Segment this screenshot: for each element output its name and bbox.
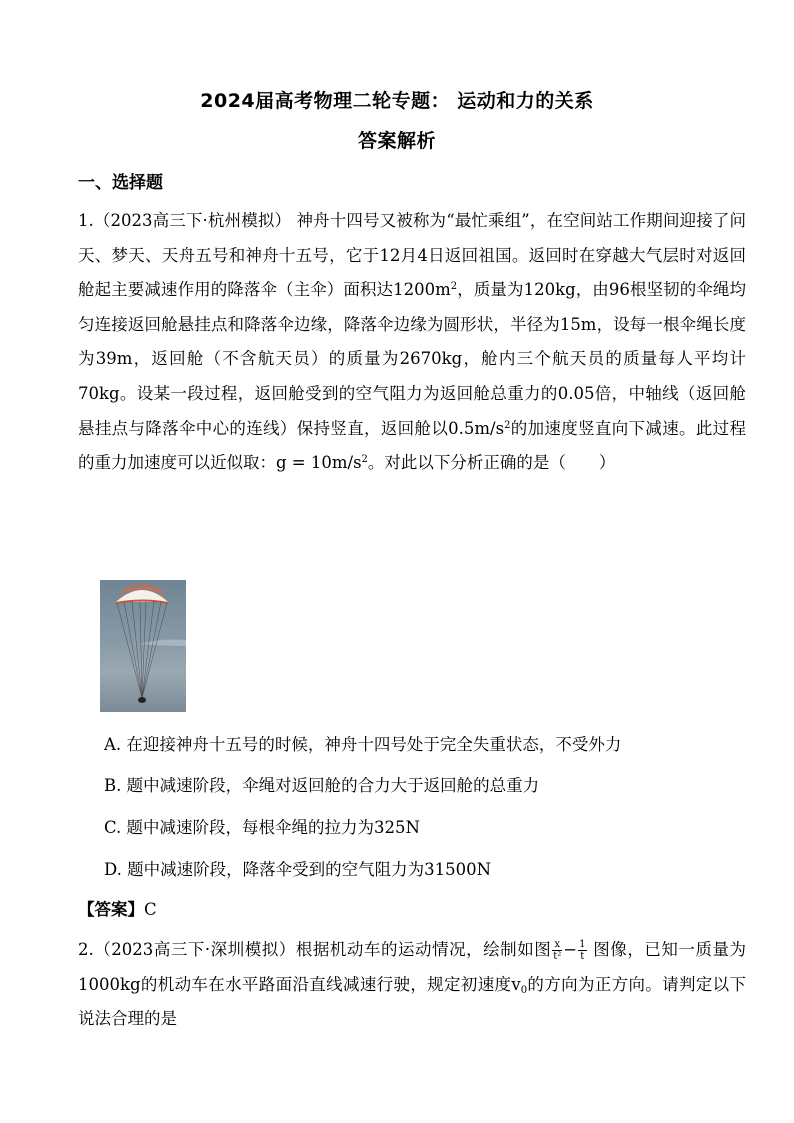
q2-dash: −: [563, 940, 578, 959]
answer-value: C: [144, 900, 157, 919]
frac1-numerator: x: [552, 939, 562, 951]
frac2-numerator: 1: [579, 939, 586, 950]
q1-sup-a: 2: [450, 281, 458, 293]
q2-text-c: 的方向为正方向。请判定以下说法合理的是: [78, 974, 747, 1029]
q2-text-b: 图像，已知一质量为1000kg的机动车在水平路面沿直线减速行驶，规定初速度v: [78, 940, 747, 994]
answer-line: [78, 896, 157, 920]
q1-sup-b: 2: [504, 419, 511, 431]
answer-tag: 【答案】: [78, 900, 144, 919]
option-d: D. 题中减速阶段，降落伞受到的空气阻力为31500N: [104, 860, 492, 879]
q2-text-a: 2.（2023高三下·深圳模拟）根据机动车的运动情况，绘制如图: [78, 940, 552, 959]
option-c: C. 题中减速阶段，每根伞绳的拉力为325N: [104, 818, 420, 837]
q1-text-b: ，质量为120kg，由96根坚韧的伞绳均匀连接返回舱悬挂点和降落伞边缘，降落伞边缘为圆形状，半径为15m，设每一根伞绳长度为39m，返回舱（不含航天员）的质量为2670kg，舱内三个航天员的质量每人平均计70kg。设某一段过程，返回舱受到的空气阻力为返回舱总重力的0.05倍，中轴线（返回舱悬挂点与降落伞中心的连线）保持竖直，返回舱以0.5m/s: [78, 280, 746, 438]
question-2-stem: [78, 933, 746, 1037]
fraction-x-over-t2: [552, 939, 562, 962]
question-1-stem: [78, 204, 746, 481]
q1-sup-c: 2: [361, 454, 368, 466]
option-a: A. 在迎接神舟十五号的时候，神舟十四号处于完全失重状态，不受外力: [104, 735, 622, 754]
document-title: 2024届高考物理二轮专题： 运动和力的关系: [200, 90, 594, 112]
section-heading: 一、选择题: [78, 173, 163, 193]
frac2-denominator: t: [580, 951, 585, 962]
parachute-photo: [100, 580, 186, 712]
frac1-denominator: t²: [553, 951, 562, 962]
fraction-1-over-t: [578, 939, 586, 962]
q2-sub-b: 0: [520, 984, 528, 996]
q1-text-c: 的加速度竖直向下减速。此过程的重力加速度可以近似取：g = 10m/s: [78, 418, 747, 473]
q1-text-d: 。对此以下分析正确的是（ ）: [367, 453, 616, 473]
document-subtitle: 答案解析: [357, 130, 436, 152]
q1-text-a: 1.（2023高三下·杭州模拟） 神舟十四号又被称为“最忙乘组”，在空间站工作期间迎接了问天、梦天、天舟五号和神舟十五号，它于12月4日返回祖国。返回时在穿越大气层时对返回舱起主要减速作用的降落伞（主伞）面积达1200m: [78, 211, 746, 300]
option-b: B. 题中减速阶段，伞绳对返回舱的合力大于返回舱的总重力: [104, 776, 540, 795]
